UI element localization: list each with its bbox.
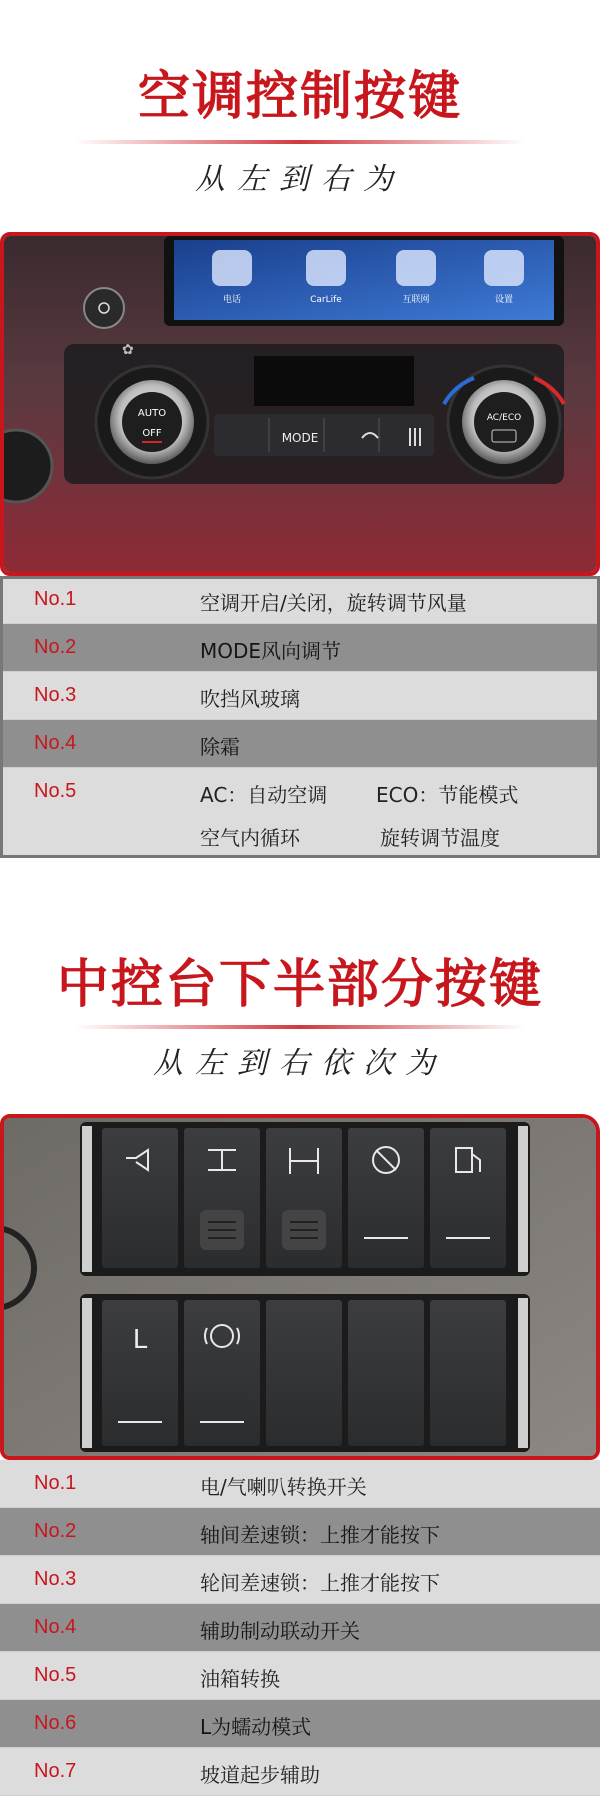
table-row xyxy=(0,1508,600,1556)
blank-switch xyxy=(348,1300,424,1446)
table-row xyxy=(0,1460,600,1508)
ac-panel-illustration xyxy=(4,236,596,572)
mode-button-label: MODE xyxy=(281,431,319,445)
table-row xyxy=(0,1700,600,1748)
row-description: L为蠕动模式 xyxy=(200,1715,312,1739)
auto-label: AUTO xyxy=(137,408,167,419)
row-number: No.5 xyxy=(34,1664,77,1686)
row-description: 空调开启/关闭，旋转调节风量 xyxy=(200,591,467,615)
row-description-temp: 旋转调节温度 xyxy=(380,826,500,850)
title-divider xyxy=(75,140,525,144)
table-row xyxy=(0,624,600,672)
table-row xyxy=(0,720,600,768)
screen-icon-label-4: 设置 xyxy=(494,295,514,305)
hill-start-assist-switch xyxy=(184,1300,260,1446)
table-row xyxy=(0,1604,600,1652)
fan-icon: ✿ xyxy=(122,342,134,358)
row-number: No.3 xyxy=(34,684,77,706)
table-row xyxy=(0,672,600,720)
table-row xyxy=(0,1652,600,1700)
off-label: OFF xyxy=(142,428,162,439)
aux-brake-switch xyxy=(348,1128,424,1268)
row-number: No.4 xyxy=(34,1616,77,1638)
row-number: No.2 xyxy=(34,636,77,658)
console-switches-photo xyxy=(0,1114,600,1460)
row-description: MODE风向调节 xyxy=(200,639,342,663)
row-number: No.6 xyxy=(34,1712,77,1734)
row-description-ac: AC：自动空调 xyxy=(200,783,328,807)
row-number: No.1 xyxy=(34,588,77,610)
ac-eco-label: AC/ECO xyxy=(486,413,522,423)
row-description: 轮间差速锁：上推才能按下 xyxy=(200,1571,440,1595)
row-description: 辅助制动联动开关 xyxy=(200,1619,360,1643)
ac-buttons-table xyxy=(0,576,600,858)
console-buttons-table xyxy=(0,1460,600,1796)
blank-switch xyxy=(430,1300,506,1446)
row-description: 吹挡风玻璃 xyxy=(200,687,300,711)
row-number: No.3 xyxy=(34,1568,77,1590)
row-number: No.2 xyxy=(34,1520,77,1542)
row-description: 除霜 xyxy=(200,735,240,759)
table-row xyxy=(0,768,600,858)
screen-icon-label-2: CarLife xyxy=(310,295,342,305)
section2-title: 中控台下半部分按键 xyxy=(56,955,543,1015)
creep-mode-switch xyxy=(102,1300,178,1446)
row-number: No.5 xyxy=(34,780,77,802)
row-description: 电/气喇叭转换开关 xyxy=(200,1475,367,1499)
power-knob xyxy=(84,288,124,328)
creep-mode-label: L xyxy=(132,1325,148,1355)
row-description: 轴间差速锁：上推才能按下 xyxy=(200,1523,440,1547)
section1-subtitle: 从左到右为 xyxy=(195,162,405,197)
console-switches-illustration xyxy=(4,1118,596,1456)
screen-icon-label-1: 电话 xyxy=(222,295,242,305)
ac-panel-photo xyxy=(0,232,600,576)
table-row xyxy=(0,1748,600,1796)
screen-icon-label-3: 互联网 xyxy=(402,295,430,305)
table-row xyxy=(0,576,600,624)
row-description-recirc: 空气内循环 xyxy=(200,826,300,850)
row-number: No.4 xyxy=(34,732,77,754)
row-number: No.7 xyxy=(34,1760,77,1782)
section1-title: 空调控制按键 xyxy=(137,67,462,127)
title-divider xyxy=(75,1025,525,1029)
row-description: 油箱转换 xyxy=(200,1667,280,1691)
row-description-eco: ECO：节能模式 xyxy=(376,783,519,807)
row-number: No.1 xyxy=(34,1472,77,1494)
section2-subtitle: 从左到右依次为 xyxy=(153,1046,447,1081)
row-description: 坡道起步辅助 xyxy=(200,1763,320,1787)
blank-switch xyxy=(266,1300,342,1446)
horn-switch xyxy=(102,1128,178,1268)
table-row xyxy=(0,1556,600,1604)
